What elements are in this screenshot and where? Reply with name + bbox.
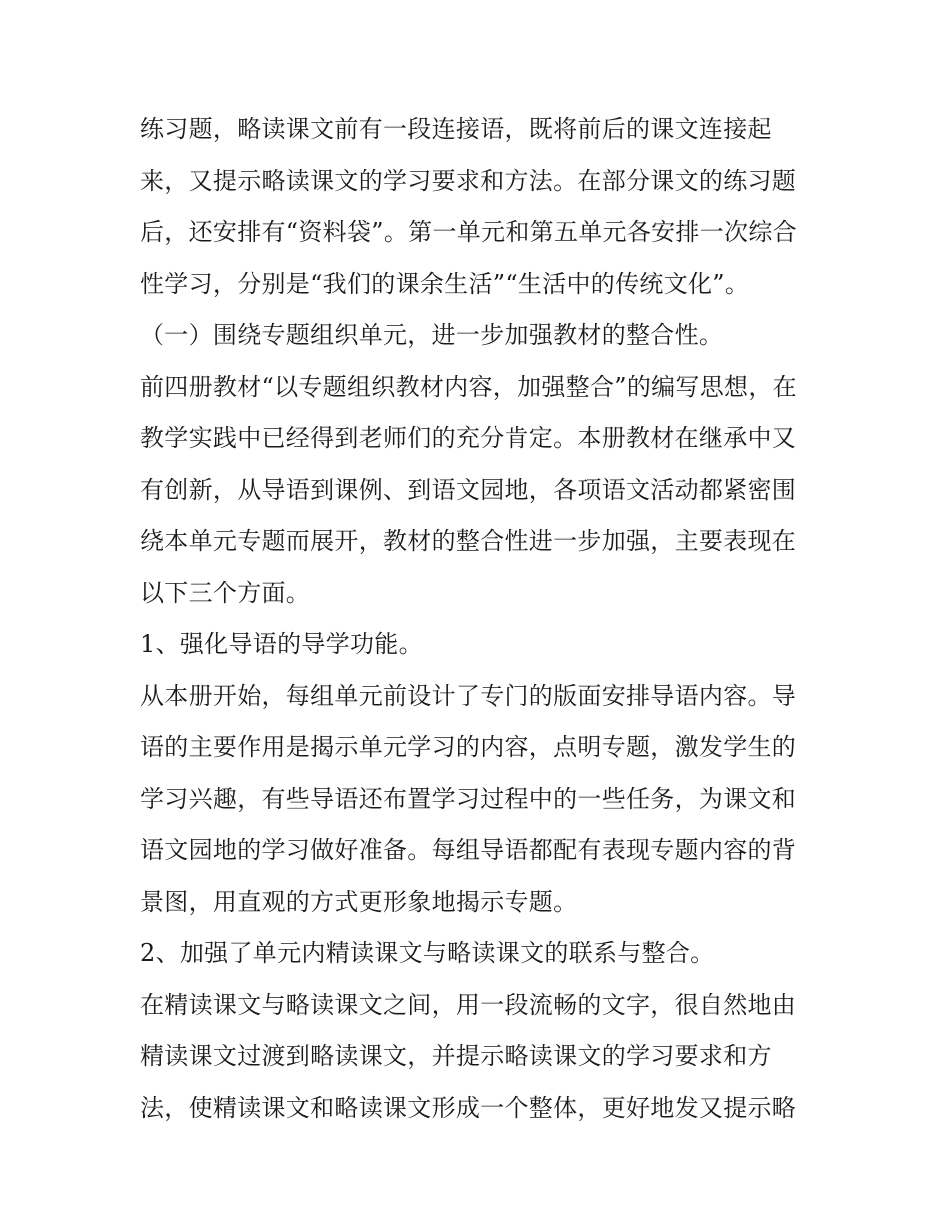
text-line: 以下三个方面。	[140, 578, 311, 607]
document-body	[140, 104, 820, 1134]
text-line: 绕本单元专题而展开，教材的整合性进一步加强，主要表现在	[140, 527, 797, 555]
text-line: 精读课文过渡到略读课文，并提示略读课文的学习要求和方	[140, 1042, 772, 1070]
text-line: 练习题，略读课文前有一段连接语，既将前后的课文连接起	[140, 115, 772, 143]
text-line: 学习兴趣，有些导语还布置学习过程中的一些任务，为课文和	[140, 784, 797, 813]
subsection-heading: 1、强化导语的导学功能。	[140, 630, 423, 658]
text-line: 法，使精读课文和略读课文形成一个整体，更好地发又提示略	[140, 1093, 797, 1122]
text-line: 性学习，分别是“我们的课余生活”“生活中的传统文化”。	[140, 269, 750, 298]
text-line: 教学实践中已经得到老师们的充分肯定。本册教材在继承中又	[140, 424, 797, 452]
text-line: 有创新，从导语到课例、到语文园地，各项语文活动都紧密围	[140, 475, 797, 504]
subsection-heading: 2、加强了单元内精读课文与略读课文的联系与整合。	[140, 939, 715, 967]
text-line: 前四册教材“以专题组织教材内容，加强整合”的编写思想，在	[140, 372, 797, 401]
text-line: 从本册开始，每组单元前设计了专门的版面安排导语内容。导	[140, 681, 797, 710]
text-line: 语的主要作用是揭示单元学习的内容，点明专题，激发学生的	[140, 733, 797, 761]
section-heading: （一）围绕专题组织单元，进一步加强教材的整合性。	[140, 321, 724, 349]
text-line: 景图，用直观的方式更形象地揭示专题。	[140, 887, 578, 916]
text-line: 后，还安排有“资料袋”。第一单元和第五单元各安排一次综合	[140, 218, 797, 246]
text-line: 在精读课文与略读课文之间，用一段流畅的文字，很自然地由	[140, 990, 797, 1019]
text-line: 语文园地的学习做好准备。每组导语都配有表现专题内容的背	[140, 836, 797, 864]
text-line: 来，又提示略读课文的学习要求和方法。在部分课文的练习题	[140, 166, 797, 195]
